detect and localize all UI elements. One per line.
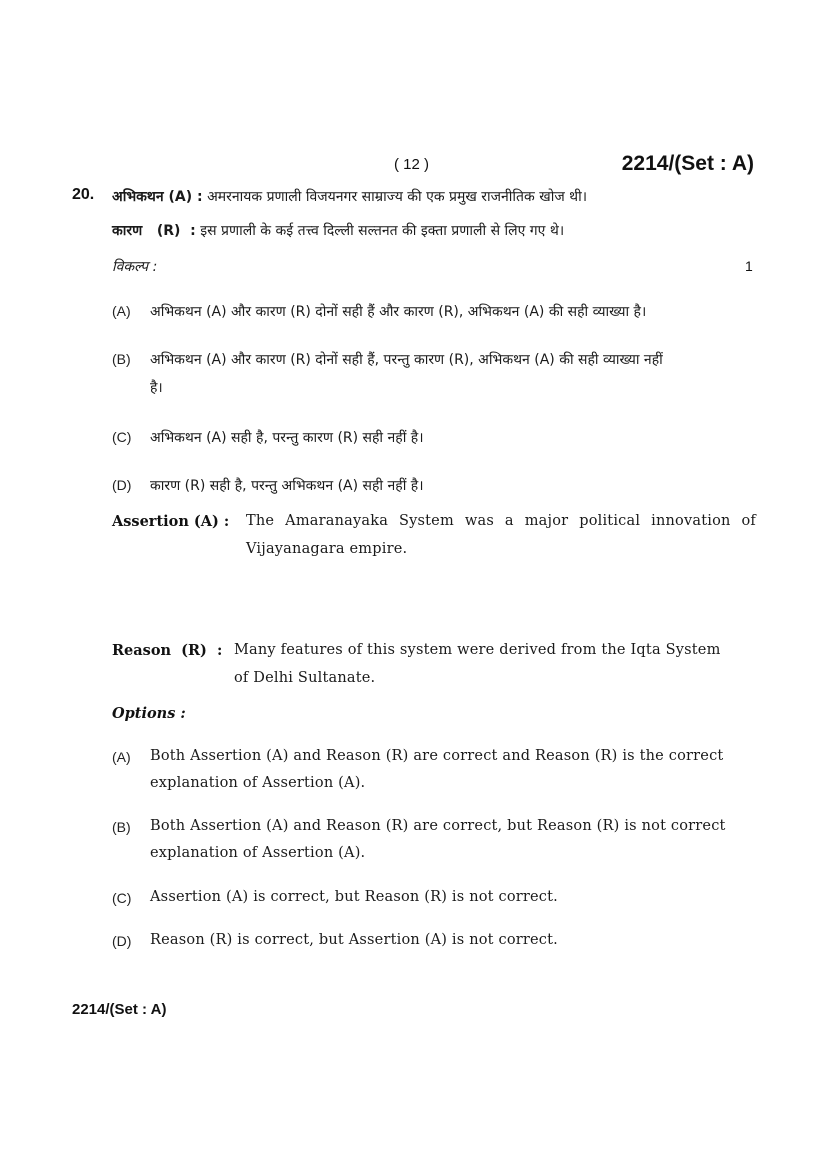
english-option-key: (A) [112, 749, 131, 765]
hindi-reason-label: कारण (R) : [112, 223, 196, 239]
english-option-a: Both Assertion (A) and Reason (R) are correct and Reason (R) is the correct [150, 748, 724, 764]
english-option-b-cont: explanation of Assertion (A). [150, 845, 366, 861]
hindi-assertion-text: अमरनायक प्रणाली विजयनगर साम्राज्य की एक प्रमुख राजनीतिक खोज थी। [207, 189, 588, 205]
marks: 1 [745, 258, 753, 274]
english-reason-label: Reason (R) : [112, 642, 223, 659]
english-assertion-label: Assertion (A) : [112, 513, 230, 530]
english-option-b: Both Assertion (A) and Reason (R) are correct, but Reason (R) is not correct [150, 818, 726, 834]
page-number: ( 12 ) [394, 156, 430, 173]
english-option-key: (C) [112, 890, 132, 906]
hindi-option-key: (A) [112, 303, 131, 319]
english-options-label: Options : [112, 705, 186, 722]
hindi-reason [112, 221, 564, 240]
english-assertion-text: The Amaranayaka System was a major political innovation of [246, 513, 756, 529]
hindi-option-key: (D) [112, 477, 132, 493]
hindi-option-key: (B) [112, 351, 131, 367]
hindi-assertion [112, 187, 587, 206]
english-option-c: Assertion (A) is correct, but Reason (R) is not correct. [150, 889, 558, 905]
question-number: 20. [72, 186, 95, 203]
english-option-d: Reason (R) is correct, but Assertion (A) is not correct. [150, 932, 558, 948]
hindi-option-key: (C) [112, 429, 132, 445]
set-code-footer: 2214/(Set : A) [72, 1001, 167, 1018]
english-assertion-text-cont: Vijayanagara empire. [246, 541, 408, 557]
hindi-option-b-cont: है। [150, 380, 163, 396]
english-option-key: (D) [112, 933, 132, 949]
hindi-option-c: अभिकथन (A) सही है, परन्तु कारण (R) सही नहीं है। [150, 430, 424, 446]
hindi-option-d: कारण (R) सही है, परन्तु अभिकथन (A) सही नहीं है। [150, 478, 424, 494]
hindi-option-b: अभिकथन (A) और कारण (R) दोनों सही हैं, परन्तु कारण (R), अभिकथन (A) की सही व्याख्या नहीं [150, 352, 663, 368]
hindi-options-label: विकल्प : [112, 259, 158, 275]
hindi-assertion-label: अभिकथन (A) : [112, 189, 203, 205]
english-option-a-cont: explanation of Assertion (A). [150, 775, 366, 791]
hindi-option-a: अभिकथन (A) और कारण (R) दोनों सही हैं और कारण (R), अभिकथन (A) की सही व्याख्या है। [150, 304, 647, 320]
english-option-key: (B) [112, 819, 131, 835]
hindi-reason-text: इस प्रणाली के कई तत्त्व दिल्ली सल्तनत की इक्ता प्रणाली से लिए गए थे। [200, 223, 565, 239]
english-reason-text: Many features of this system were derived from the Iqta System [234, 642, 721, 658]
english-reason-text-cont: of Delhi Sultanate. [234, 670, 376, 686]
set-code-header: 2214/(Set : A) [621, 152, 754, 175]
